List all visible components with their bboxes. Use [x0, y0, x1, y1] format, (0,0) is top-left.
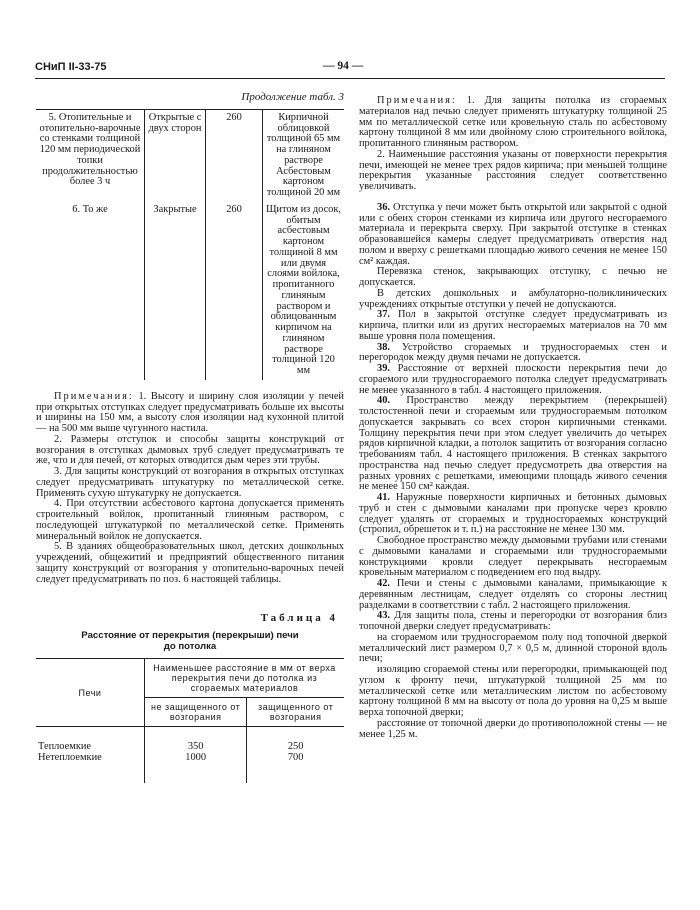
table-row	[36, 202, 344, 380]
clause-number: 38.	[377, 341, 390, 353]
clause-text: В детских дошкольных и амбулаторно-поликлинических учреждениях открытые отступки у печей не допускаются.	[359, 287, 667, 310]
column-header-group: Наименьшее расстояние в мм от верха перекрытия печи до потолка из сгораемых материалов	[145, 659, 345, 698]
clause-paragraph	[359, 364, 667, 396]
clause-paragraph	[359, 267, 667, 289]
column-header-unprotected: не защищенного от возгорания	[145, 698, 247, 727]
column-header-protected: защищенного от возгорания	[247, 698, 344, 727]
table3-notes	[36, 392, 344, 586]
table3-continuation-label: Продолжение табл. 3	[241, 91, 344, 103]
clause-paragraph	[359, 310, 667, 342]
table-cell	[36, 727, 145, 784]
clause-paragraph	[359, 343, 667, 365]
row-label: Нетеплоемкие	[38, 752, 102, 763]
clause-paragraph	[359, 203, 667, 268]
clause-number: 40.	[377, 395, 390, 407]
clause-paragraph	[359, 289, 667, 311]
document-code: СНиП II-33-75	[35, 61, 107, 73]
clause-paragraph	[359, 536, 667, 579]
left-column	[36, 92, 344, 783]
note-text: 1. Для защиты потолка из сгораемых материалов над печью следует применять штукатурку толщиной 25 мм по металлической сетке или кровельную сталь по асбестовому картону толщиной 8 мм или двойному слою строительного войлока, пропитанного глиняным раствором.	[359, 95, 667, 149]
clause-number: 42.	[377, 578, 390, 589]
note-paragraph	[36, 392, 344, 435]
clause-text: Пространство между перекрытием (перекрышей) толстостенной печи и сгораемым или трудносгораемым потолком допускается закрывать со всех сторон кирпичными стенками. Толщину перекрытия печи при этом следует увеличить до четырех рядов кирпичной кладки, а потолок защитить от возгорания согласно требованиям табл. 4 настоящего приложения. В стенках закрытого пространства над печью следует предусмотреть два отверстия на разных уровнях с решетками, имеющими площадь живого сечения не менее 150 см² каждая.	[359, 395, 667, 493]
clause-text: изоляцию сгораемой стены или перегородки, примыкающей под углом к фронту печи, штукатуркой толщиной 25 мм по металлической сетке или металлическим листом по асбестовому картону толщиной 8 мм на высоту от пола до уровня на 0,25 м выше верха топочной дверки;	[359, 664, 667, 718]
clause-paragraph	[359, 719, 667, 741]
note-paragraph: 3. Для защиты конструкций от возгорания в открытых отступках следует предусматривать штукатурку по металлической сетке. Применять сухую штукатурку не допускается.	[36, 466, 344, 499]
clause-text: Устройство сгораемых и трудносгораемых стен и перегородок между двумя печами не допускается.	[359, 341, 667, 364]
table3-continuation	[36, 109, 344, 380]
page-number: — 94 —	[323, 60, 364, 72]
clause-text: Отступка у печи может быть открытой или закрытой с одной или с обеих сторон стенками из кирпича или другого несгораемого материала и перекрыта сверху. При закрытой отступке в стенках образовавшейся камеры следует предусматривать отверстия над полом и вверху с решетками площадью живого сечения не менее 150 см² каждая.	[359, 201, 667, 267]
table-cell: Кирпичной облицовкой толщиной 65 мм на глиняном растворе Асбестовым картоном толщиной 20 мм	[263, 109, 345, 202]
clause-text: Пол в закрытой отступке следует предусматривать из кирпича, плитки или из других несгораемых материалов на 70 мм выше уровня пола помещения.	[359, 309, 667, 342]
clause-text: Свободное пространство между дымовыми трубами или стенами с дымовыми каналами и сгораемыми или трудносгораемыми конструкциями кровли следует перекрывать несгораемым кровельным материалом с подведением его под выдру.	[359, 535, 667, 579]
clause-text: Печи и стены с дымовыми каналами, примыкающие к деревянным лестницам, следует отделять со стороны лестниц разделками в соответствии с табл. 2 настоящего приложения.	[359, 578, 667, 611]
cell-value: 350	[187, 741, 204, 752]
clause-text: на сгораемом или трудносгораемом полу под топочной дверкой металлический лист размером 0,7 × 0,5 м, длинной стороной вдоль печи;	[359, 631, 667, 665]
table-row	[36, 727, 344, 784]
table-cell	[247, 727, 344, 784]
table-cell	[145, 727, 247, 784]
clause-number: 39.	[377, 363, 390, 374]
cell-value: 1000	[185, 752, 207, 763]
cell-value: 250	[287, 741, 304, 752]
clause-paragraph	[359, 665, 667, 719]
clause-number: 43.	[377, 610, 390, 622]
table-cell: Закрытые	[145, 202, 206, 380]
clause-number: 36.	[377, 201, 390, 213]
note-paragraph	[359, 96, 667, 150]
row-label: Теплоемкие	[38, 741, 92, 752]
column-header-stove: Печи	[36, 659, 145, 727]
table-cell: Щитом из досок, обитым асбестовым картоном толщиной 8 мм или двумя слоями войлока, пропитанного глиняным раствором и облицованным кирпичом на глиняном растворе толщиной 120 мм	[263, 202, 345, 380]
table-cell: 260	[206, 109, 263, 202]
table4-number: Таблица 4	[260, 612, 338, 625]
table-cell: 6. То же	[72, 203, 108, 215]
cell-value: 700	[287, 752, 304, 763]
clause-text: Расстояние от верхней плоскости перекрытия печи до сгораемого или трудносгораемого потолка следует предусматривать не менее указанного в табл. 4 настоящего приложения.	[359, 363, 667, 396]
clause-paragraph	[359, 611, 667, 633]
clause-text: расстояние от топочной дверки до противоположной стены — не менее 1,25 м.	[359, 717, 667, 740]
table-cell: 260	[206, 202, 263, 380]
clauses	[359, 203, 667, 741]
notes-label: Примечания:	[54, 390, 134, 402]
clause-text: Для защиты пола, стены и перегородки от возгорания близ топочной дверки следует предусматривать:	[359, 610, 667, 632]
clause-paragraph	[359, 396, 667, 493]
clause-number: 41.	[377, 492, 390, 503]
notes-label: Примечания:	[377, 95, 457, 106]
clause-number: 37.	[377, 309, 390, 321]
clause-text: Наружные поверхности кирпичных и бетонных дымовых труб и стен с дымовыми каналами при пропуске через кровлю следует удалять от сгораемых и трудносгораемых конструкций (стропил, обрешеток и т. п.) на расстояние не менее 130 мм.	[359, 492, 667, 536]
table4-caption: Расстояние от перекрытия (перекрыши) печи до потолка	[81, 630, 299, 652]
clause-paragraph	[359, 493, 667, 536]
note-paragraph: 5. В зданиях общеобразовательных школ, детских дошкольных учреждений, общежитий и предприятий общественного питания защиту конструкций от возгорания у отопительно-варочных печей следует предусматривать по поз. 6 настоящей таблицы.	[36, 541, 344, 585]
note-paragraph: 4. При отсутствии асбестового картона допускается применять строительный войлок, пропитанный глиняным раствором, с последующей штукатуркой по металлической сетке. Применять минеральный войлок не допускается.	[36, 498, 344, 542]
right-column	[359, 96, 667, 740]
table4	[36, 658, 344, 783]
note-text: 1. Высоту и ширину слоя изоляции у печей при открытых отступках следует предусматривать больше их высоты и ширины на 150 мм, а высоту слоя изоляции над кухонной плитой — на 500 мм выше чугунного настила.	[36, 390, 344, 434]
table-row	[36, 109, 344, 202]
page-header	[35, 60, 665, 79]
clause-text: Перевязка стенок, закрывающих отступку, с печью не допускается.	[359, 266, 667, 288]
clause-paragraph	[359, 633, 667, 665]
clause-paragraph	[359, 579, 667, 611]
note-paragraph: 2. Наименьшие расстояния указаны от поверхности перекрытия печи, имеющей не менее трех рядов кирпича; при меньшей толщине перекрытия указанные расстояния следует соответственно увеличивать.	[359, 148, 667, 192]
table-cell: 5. Отопительные и отопительно-варочные со стенками толщиной 120 мм периодической топки продолжительностью более 3 ч	[39, 111, 141, 188]
note-paragraph: 2. Размеры отступок и способы защиты конструкций от возгорания в отступках дымовых труб следует предусматривать те же, что и для печей, от которых отводится дым через эти трубы.	[36, 433, 344, 467]
table-cell: Открытые с двух сторон	[145, 109, 206, 202]
